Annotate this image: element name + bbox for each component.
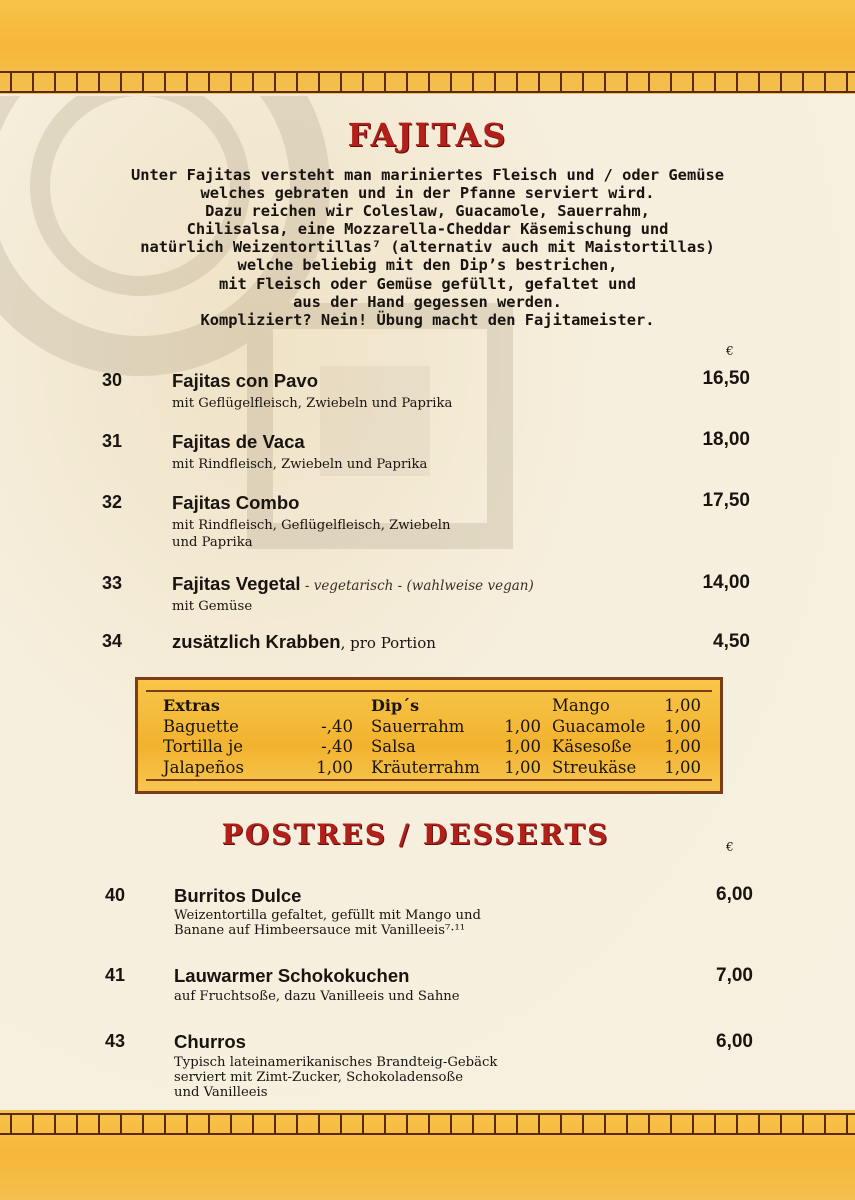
extras-row: Käsesoße 1,00 xyxy=(552,737,701,756)
intro-line: Chilisalsa, eine Mozzarella-Cheddar Käsemischung und xyxy=(186,220,669,239)
extras-box xyxy=(135,677,723,794)
intro-line: welches gebraten und in der Pfanne serviert wird. xyxy=(200,184,655,203)
item-name: Fajitas Vegetal - vegetarisch - (wahlweise vegan) xyxy=(172,573,534,594)
item-name: zusätzlich Krabben, pro Portion xyxy=(172,631,436,652)
top-greek-key-border xyxy=(0,71,855,93)
intro-line: mit Fleisch oder Gemüse gefüllt, gefaltet und xyxy=(219,274,636,293)
item-name: Fajitas de Vaca xyxy=(172,431,305,452)
item-number: 30 xyxy=(102,370,123,390)
item-description: mit Geflügelfleisch, Zwiebeln und Paprika xyxy=(172,396,453,411)
desserts-currency: € xyxy=(726,840,734,854)
item-price: 7,00 xyxy=(716,965,753,986)
dips-column xyxy=(371,696,541,778)
item-description: mit Rindfleisch, Geflügelfleisch, Zwiebeln und Paprika xyxy=(172,518,451,550)
extras-row: Streukäse 1,00 xyxy=(552,757,701,777)
item-price: 6,00 xyxy=(716,884,753,905)
fajitas-intro xyxy=(60,166,795,329)
fajitas-title: FAJITAS xyxy=(347,116,508,154)
item-number: 31 xyxy=(102,431,123,451)
item-description: mit Rindfleisch, Zwiebeln und Paprika xyxy=(172,457,428,472)
intro-line: Kompliziert? Nein! Übung macht den Fajitameister. xyxy=(200,310,655,329)
fajitas-currency: € xyxy=(726,344,734,358)
intro-line: natürlich Weizentortillas⁷ (alternativ auch mit Maistortillas) xyxy=(140,238,715,257)
item-description: auf Fruchtsoße, dazu Vanilleeis und Sahne xyxy=(174,989,460,1004)
item-name: Burritos Dulce xyxy=(174,885,302,906)
item-number: 41 xyxy=(105,965,126,985)
item-description: mit Gemüse xyxy=(172,599,253,614)
item-name: Fajitas Combo xyxy=(172,492,300,513)
item-description: Typisch lateinamerikanisches Brandteig-Gebäck serviert mit Zimt-Zucker, Schokoladensoße und Vanilleeis xyxy=(174,1055,498,1100)
extras-row: Jalapeños 1,00 xyxy=(163,757,353,777)
item-price: 17,50 xyxy=(702,490,750,511)
bottom-greek-key-border xyxy=(0,1113,855,1135)
intro-line: Unter Fajitas versteht man mariniertes Fleisch und / oder Gemüse xyxy=(130,166,725,184)
item-number: 33 xyxy=(102,573,123,593)
extras-row: Sauerrahm 1,00 xyxy=(371,716,541,736)
extras-column xyxy=(163,696,353,778)
extras-row: Guacamole 1,00 xyxy=(552,716,701,736)
item-description: Weizentortilla gefaltet, gefüllt mit Mango und Banane auf Himbeersauce mit Vanilleeis⁷·¹¹ xyxy=(174,908,481,938)
item-number: 40 xyxy=(105,885,126,905)
item-name: Lauwarmer Schokokuchen xyxy=(174,965,410,986)
dips-heading: Dip´s xyxy=(371,696,420,715)
item-name: Churros xyxy=(174,1031,246,1052)
item-number: 43 xyxy=(105,1031,126,1051)
desserts-title: POSTRES / DESSERTS xyxy=(221,818,610,851)
item-price: 14,00 xyxy=(702,572,750,593)
item-name: Fajitas con Pavo xyxy=(172,370,318,391)
item-price: 18,00 xyxy=(702,429,750,450)
extras-row: Baguette -,40 xyxy=(163,716,353,736)
intro-line: Dazu reichen wir Coleslaw, Guacamole, Sauerrahm, xyxy=(205,202,650,221)
extras-row: Salsa 1,00 xyxy=(371,737,541,756)
item-number: 32 xyxy=(102,492,123,512)
extras-row: Tortilla je -,40 xyxy=(163,737,353,756)
extras-heading: Extras xyxy=(163,696,220,715)
item-note: , pro Portion xyxy=(340,634,436,652)
extras-column-2 xyxy=(552,696,701,778)
item-number: 34 xyxy=(102,631,123,651)
intro-line: welche beliebig mit den Dip’s bestrichen, xyxy=(237,256,618,275)
item-price: 16,50 xyxy=(702,368,750,389)
item-price: 4,50 xyxy=(713,631,750,652)
extras-row: Mango 1,00 xyxy=(552,696,701,715)
item-note: - vegetarisch - (wahlweise vegan) xyxy=(300,578,534,594)
extras-row: Kräuterrahm 1,00 xyxy=(371,757,541,777)
intro-line: aus der Hand gegessen werden. xyxy=(293,292,562,311)
item-price: 6,00 xyxy=(716,1031,753,1052)
